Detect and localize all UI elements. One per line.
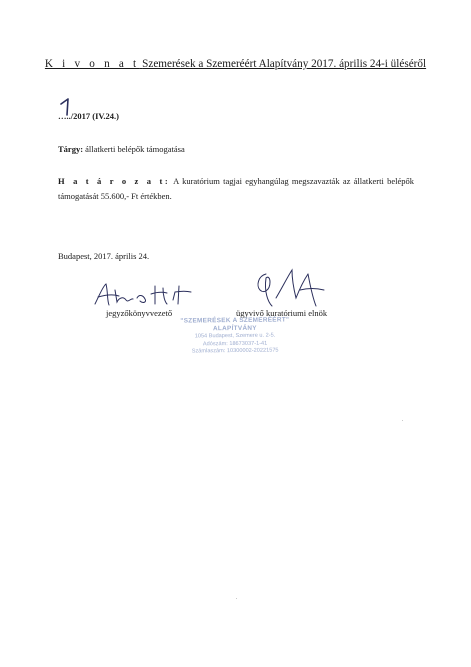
stamp-line-type: ALAPÍTVÁNY (212, 324, 257, 333)
signature-left-image (93, 280, 203, 310)
stamp-line-account: Számlaszám: 10300002-20221575 (191, 347, 279, 355)
document-title (0, 58, 471, 70)
decision-text: A kuratórium tagjai egyhangúlag megszavazták az állatkerti belépők támogatását 55.600,- Ft értékben. (58, 176, 415, 201)
subject-line (58, 144, 185, 154)
subject-text: állatkerti belépők támogatása (85, 144, 185, 154)
subject-label: Tárgy: (58, 144, 84, 154)
stamp-line-tax: Adószám: 18673037-1-41 (202, 340, 268, 347)
stamp-line-address: 1054 Budapest, Szemere u. 2-5. (194, 332, 276, 340)
signer-left-role: jegyzőkönyvvezető (106, 308, 173, 318)
foundation-stamp (160, 316, 310, 356)
scan-speck (236, 598, 237, 599)
stamp-line-name: "SZEMERÉSEK A SZEMERÉÉRT" (180, 316, 290, 325)
decision-label: H a t á r o z a t: (58, 176, 171, 186)
signature-right-image (252, 268, 332, 310)
title-kivonat: K i v o n a t (44, 58, 140, 70)
reference-text: …../2017 (IV.24.) (58, 111, 119, 121)
place-and-date: Budapest, 2017. április 24. (58, 251, 150, 261)
reference-number (58, 98, 178, 124)
title-rest: Szemerések a Szemeréért Alapítvány 2017. április 24-i üléséről (142, 58, 427, 70)
scan-speck (402, 420, 403, 421)
decision-paragraph (58, 174, 414, 204)
signer-right-role: ügyvivő kuratóriumi elnök (236, 308, 328, 318)
